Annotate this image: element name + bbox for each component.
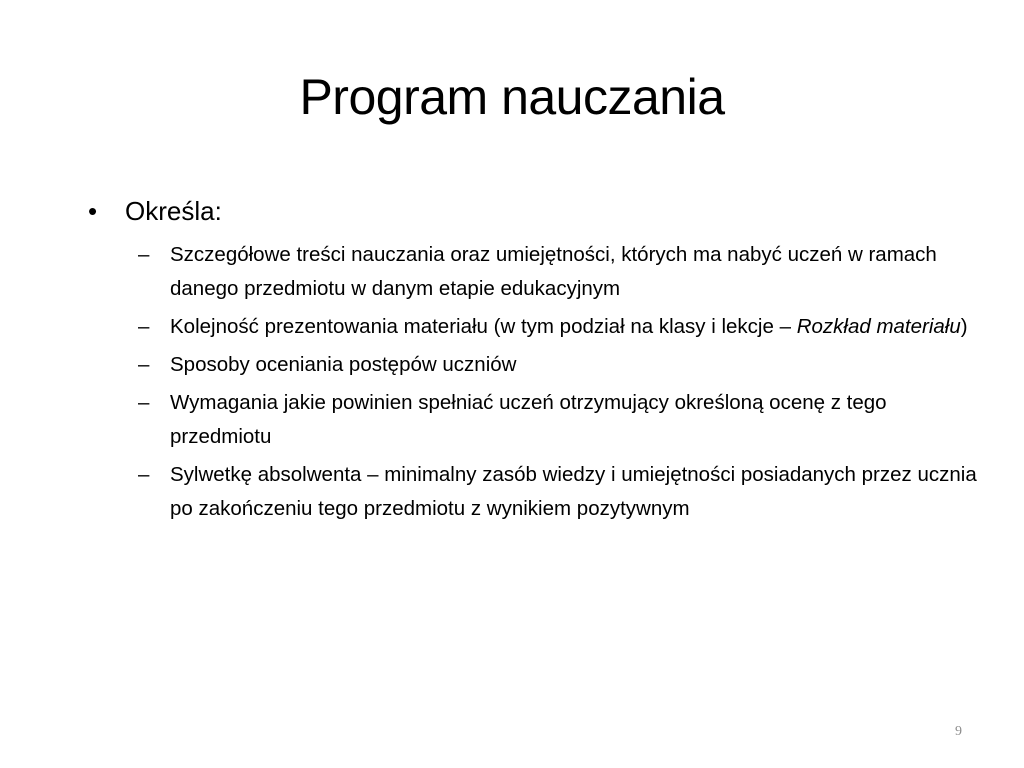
sub-item-4: [88, 386, 978, 454]
dash-icon: –: [138, 463, 150, 486]
sub-item-text-after: ): [960, 315, 968, 338]
sub-list: [88, 238, 978, 526]
sub-item-text: Sposoby oceniania postępów uczniów: [170, 353, 517, 376]
bullet-icon: •: [88, 196, 98, 226]
sub-item-text-before: Kolejność prezentowania materiału (w tym podział na klasy i lekcje –: [170, 315, 797, 338]
dash-icon: –: [138, 315, 150, 338]
bullet-text: Określa:: [125, 196, 222, 226]
sub-item-text: Wymagania jakie powinien spełniać uczeń otrzymujący określoną ocenę z tego przedmiotu: [170, 391, 887, 448]
sub-item-1: [88, 238, 978, 306]
sub-item-3: [88, 348, 978, 382]
sub-item-2: [88, 310, 978, 344]
slide-title: Program nauczania: [299, 69, 725, 125]
sub-item-5: [88, 458, 978, 526]
slide-body: [88, 192, 978, 530]
dash-icon: –: [138, 353, 150, 376]
dash-icon: –: [138, 243, 150, 266]
dash-icon: –: [138, 391, 150, 414]
sub-item-text: Sylwetkę absolwenta – minimalny zasób wiedzy i umiejętności posiadanych przez ucznia po zakończeniu tego przedmiotu z wynikiem pozytywnym: [170, 463, 977, 520]
page-number: 9: [955, 724, 962, 739]
sub-item-text-italic: Rozkład materiału: [796, 315, 961, 338]
bullet-item-okresla: [88, 192, 978, 230]
sub-item-text: Szczegółowe treści nauczania oraz umiejętności, których ma nabyć uczeń w ramach danego przedmiotu w danym etapie edukacyjnym: [170, 243, 937, 300]
